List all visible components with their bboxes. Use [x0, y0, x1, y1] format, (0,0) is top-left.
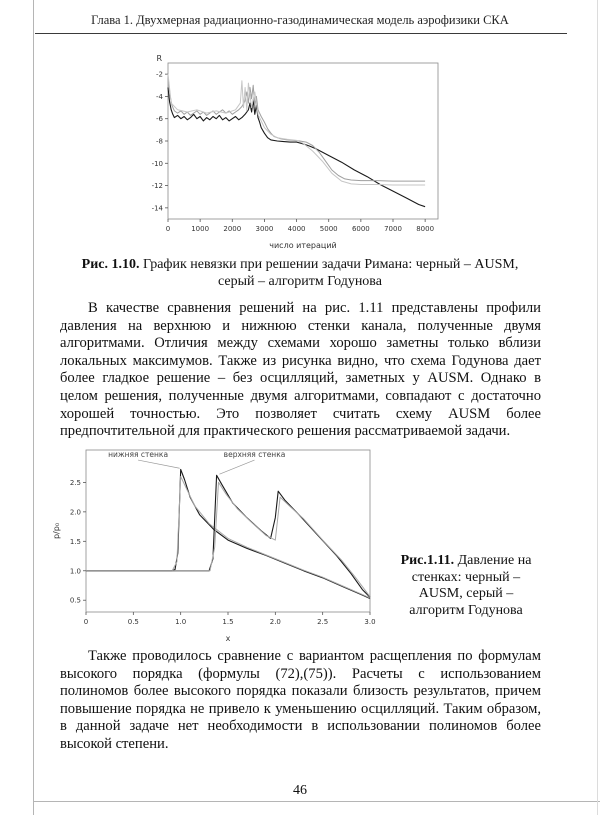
svg-text:3000: 3000	[255, 225, 274, 233]
svg-text:-4: -4	[156, 92, 163, 101]
figure-label-1: Рис. 1.10.	[81, 257, 140, 272]
figure-caption-text-1: График невязки при решении задачи Римана: черный – AUSM, серый – алгоритм Годунова	[142, 257, 519, 289]
svg-text:6000: 6000	[351, 225, 370, 233]
svg-text:R: R	[156, 54, 162, 63]
body-paragraph-1: В качестве сравнения решений на рис. 1.11 представлены профили давления на верхнюю и нижнюю стенки канала, полученные двумя алгоритмами. Отличия между схемами хорошо заметны только вблизи локальных максимумов. Также из рисунка видно, что схема Годунова дает более гладкое решение – без осцилляций, заметных у AUSM. Однако в целом решения, полученные двумя алгоритмами, совпадают с достаточно хорошей точностью. Это позволяет считать схему AUSM более предпочтительной для практического решения рассматриваемой задачи.	[60, 300, 541, 440]
svg-text:2.0: 2.0	[69, 508, 81, 517]
svg-text:3.0: 3.0	[364, 618, 376, 626]
svg-text:4000: 4000	[287, 225, 306, 233]
svg-text:0: 0	[165, 225, 171, 233]
svg-text:2.5: 2.5	[69, 478, 81, 487]
svg-text:-8: -8	[156, 137, 163, 146]
svg-text:2000: 2000	[223, 225, 242, 233]
svg-text:1.0: 1.0	[175, 618, 187, 626]
svg-text:1000: 1000	[191, 225, 210, 233]
page-scan-edge-right	[597, 0, 598, 815]
chapter-header: Глава 1. Двухмерная радиационно-газодинамическая модель аэрофизики СКА	[91, 13, 509, 27]
page-scan-edge-bottom	[33, 801, 600, 802]
page-number: 46	[293, 783, 307, 798]
svg-text:нижняя стенка: нижняя стенка	[108, 450, 169, 460]
svg-text:5000: 5000	[319, 225, 338, 233]
svg-text:1.5: 1.5	[69, 537, 81, 546]
svg-text:x: x	[225, 634, 231, 643]
page-scan-edge-left	[33, 0, 34, 815]
figure-caption-1	[70, 257, 530, 290]
svg-text:-10: -10	[151, 159, 163, 168]
svg-text:8000: 8000	[416, 225, 435, 233]
body-paragraph-2: Также проводилось сравнение с вариантом расщепления по формулам высокого порядка (формулы (72),(75)). Расчеты с использованием полиномов более высокого порядка показали близость результатов, причем повышение порядка не привело к уменьшению осцилляций. Таким образом, в данной задаче нет необходимости в использовании полиномов более высокой степени.	[60, 648, 541, 752]
svg-text:-12: -12	[151, 182, 163, 191]
svg-text:-2: -2	[156, 70, 163, 79]
svg-text:-6: -6	[156, 115, 163, 124]
header-rule	[35, 33, 567, 34]
svg-text:0: 0	[83, 618, 89, 626]
svg-text:1.0: 1.0	[69, 567, 81, 576]
svg-text:p/p₀: p/p₀	[52, 522, 61, 540]
figure-caption-text-2: Давление на стенках: черный – AUSM, серый – алгоритм Годунова	[409, 553, 532, 618]
residual-chart	[136, 53, 448, 253]
svg-text:число итераций: число итераций	[269, 241, 337, 250]
pressure-chart	[50, 440, 380, 646]
svg-text:0.5: 0.5	[127, 618, 139, 626]
svg-text:0.5: 0.5	[69, 596, 81, 605]
svg-text:верхняя стенка: верхняя стенка	[223, 450, 286, 460]
figure-caption-2	[390, 553, 542, 619]
svg-text:2.0: 2.0	[269, 618, 281, 626]
svg-text:7000: 7000	[384, 225, 402, 233]
svg-text:2.5: 2.5	[317, 618, 329, 626]
svg-text:-14: -14	[151, 204, 163, 213]
figure-label-2: Рис.1.11.	[400, 553, 455, 568]
svg-text:1.5: 1.5	[222, 618, 234, 626]
